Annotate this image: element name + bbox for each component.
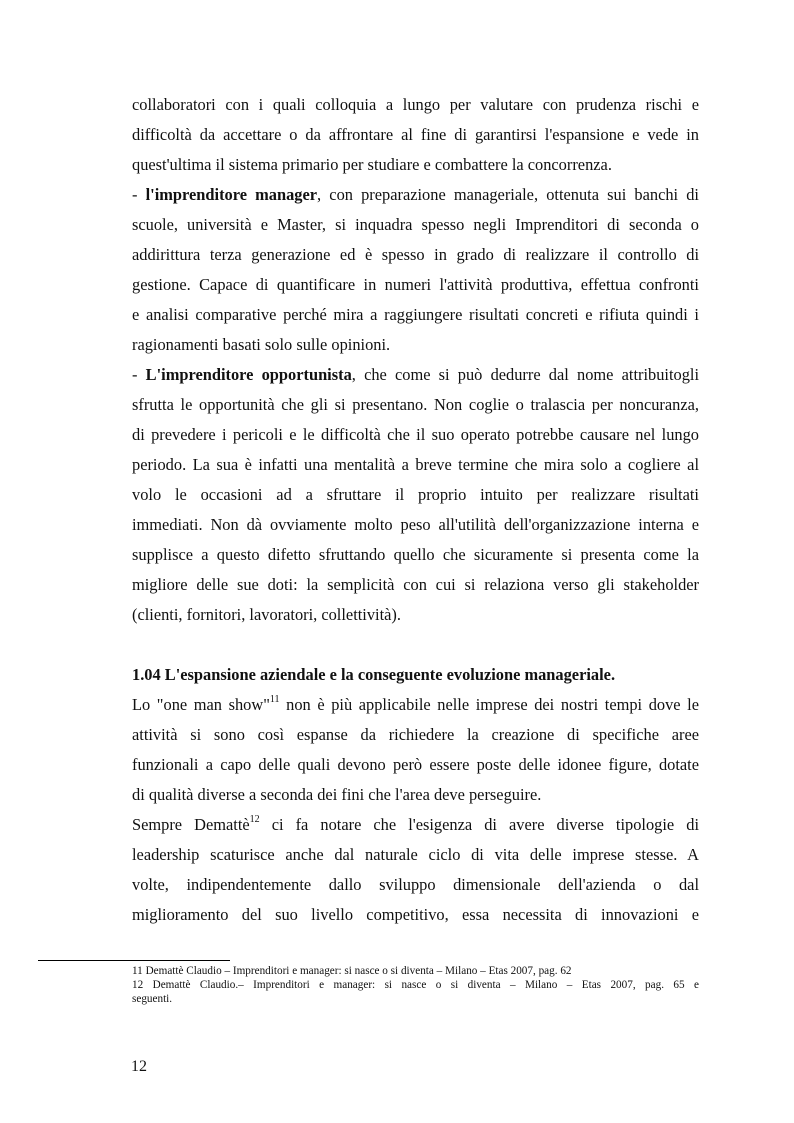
text-line: difficoltà da accettare o da affrontare al fine di garantirsi l'espansione e vede in xyxy=(132,125,699,144)
text-span: ci fa notare che l'esigenza di avere diverse tipologie di xyxy=(259,815,699,834)
footnote-ref-12: 12 xyxy=(249,813,260,825)
text-line: gestione. Capace di quantificare in numeri l'attività produttiva, effettua confronti xyxy=(132,275,699,294)
footnotes xyxy=(132,964,699,1006)
text-line: attività si sono così espanse da richiedere la creazione di specifiche aree xyxy=(132,725,699,744)
list-dash: - xyxy=(132,365,146,384)
text-line: periodo. La sua è infatti una mentalità a breve termine che mira solo a cogliere al xyxy=(132,455,699,474)
text-line: quest'ultima il sistema primario per studiare e combattere la concorrenza. xyxy=(132,155,612,174)
text-line: scuole, università e Master, si inquadra spesso negli Imprenditori di seconda o xyxy=(132,215,699,234)
text-line: volte, indipendentemente dallo sviluppo dimensionale dell'azienda o dal xyxy=(132,875,699,894)
section-heading: 1.04 L'espansione aziendale e la conseguente evoluzione manageriale. xyxy=(132,665,616,684)
text-span: , che come si può dedurre dal nome attribuitogli xyxy=(351,365,699,384)
footnote-ref-11: 11 xyxy=(269,693,280,705)
text-line xyxy=(132,690,699,720)
text-line: di prevedere i pericoli e le difficoltà che il suo operato potrebbe causare nel lungo xyxy=(132,425,699,444)
text-line: di qualità diverse a seconda dei fini che l'area deve perseguire. xyxy=(132,785,542,804)
footnote-11: 11 Demattè Claudio – Imprenditori e manager: si nasce o si diventa – Milano – Etas 2007, pag. 62 xyxy=(132,965,572,977)
text-line xyxy=(132,810,699,840)
list-item-opportunista xyxy=(132,360,699,390)
term-imprenditore-opportunista: L'imprenditore opportunista xyxy=(145,365,352,384)
footnote-12: 12 Demattè Claudio.– Imprenditori e manager: si nasce o si diventa – Milano – Etas 2007, pag. 65 e xyxy=(132,979,699,991)
text-line: miglioramento del suo livello competitivo, essa necessita di innovazioni e xyxy=(132,905,699,924)
text-line: collaboratori con i quali colloquia a lungo per valutare con prudenza rischi e xyxy=(132,95,699,114)
text-line: leadership scaturisce anche dal naturale ciclo di vita delle imprese stesse. A xyxy=(132,845,699,864)
text-line: migliore delle sue doti: la semplicità con cui si relaziona verso gli stakeholder xyxy=(132,575,699,594)
text-span: Sempre Demattè xyxy=(132,815,250,834)
text-line: volo le occasioni ad a sfruttare il proprio intuito per realizzare risultati xyxy=(132,485,699,504)
footnote-separator xyxy=(38,960,230,961)
list-item-manager xyxy=(132,180,699,210)
text-span: , con preparazione manageriale, ottenuta sui banchi di xyxy=(317,185,699,204)
term-imprenditore-manager: l'imprenditore manager xyxy=(145,185,318,204)
list-dash: - xyxy=(132,185,146,204)
footnote-12-continuation: seguenti. xyxy=(132,993,173,1005)
text-line: immediati. Non dà ovviamente molto peso all'utilità dell'organizzazione interna e xyxy=(132,515,699,534)
body-text xyxy=(132,90,699,930)
text-line: funzionali a capo delle quali devono però essere poste delle idonee figure, dotate xyxy=(132,755,699,774)
text-line: sfrutta le opportunità che gli si presentano. Non coglie o tralascia per noncuranza, xyxy=(132,395,699,414)
text-line: supplisce a questo difetto sfruttando quello che sicuramente si presenta come la xyxy=(132,545,699,564)
text-line: addirittura terza generazione ed è spesso in grado di realizzare il controllo di xyxy=(132,245,699,264)
text-line: (clienti, fornitori, lavoratori, collettività). xyxy=(132,605,401,624)
text-line: e analisi comparative perché mira a raggiungere risultati concreti e rifiuta quindi i xyxy=(132,305,699,324)
page-number: 12 xyxy=(131,1058,147,1075)
text-span: Lo "one man show" xyxy=(132,695,270,714)
text-span: non è più applicabile nelle imprese dei nostri tempi dove le xyxy=(279,695,699,714)
paragraph-gap xyxy=(132,630,699,660)
text-line: ragionamenti basati solo sulle opinioni. xyxy=(132,335,391,354)
